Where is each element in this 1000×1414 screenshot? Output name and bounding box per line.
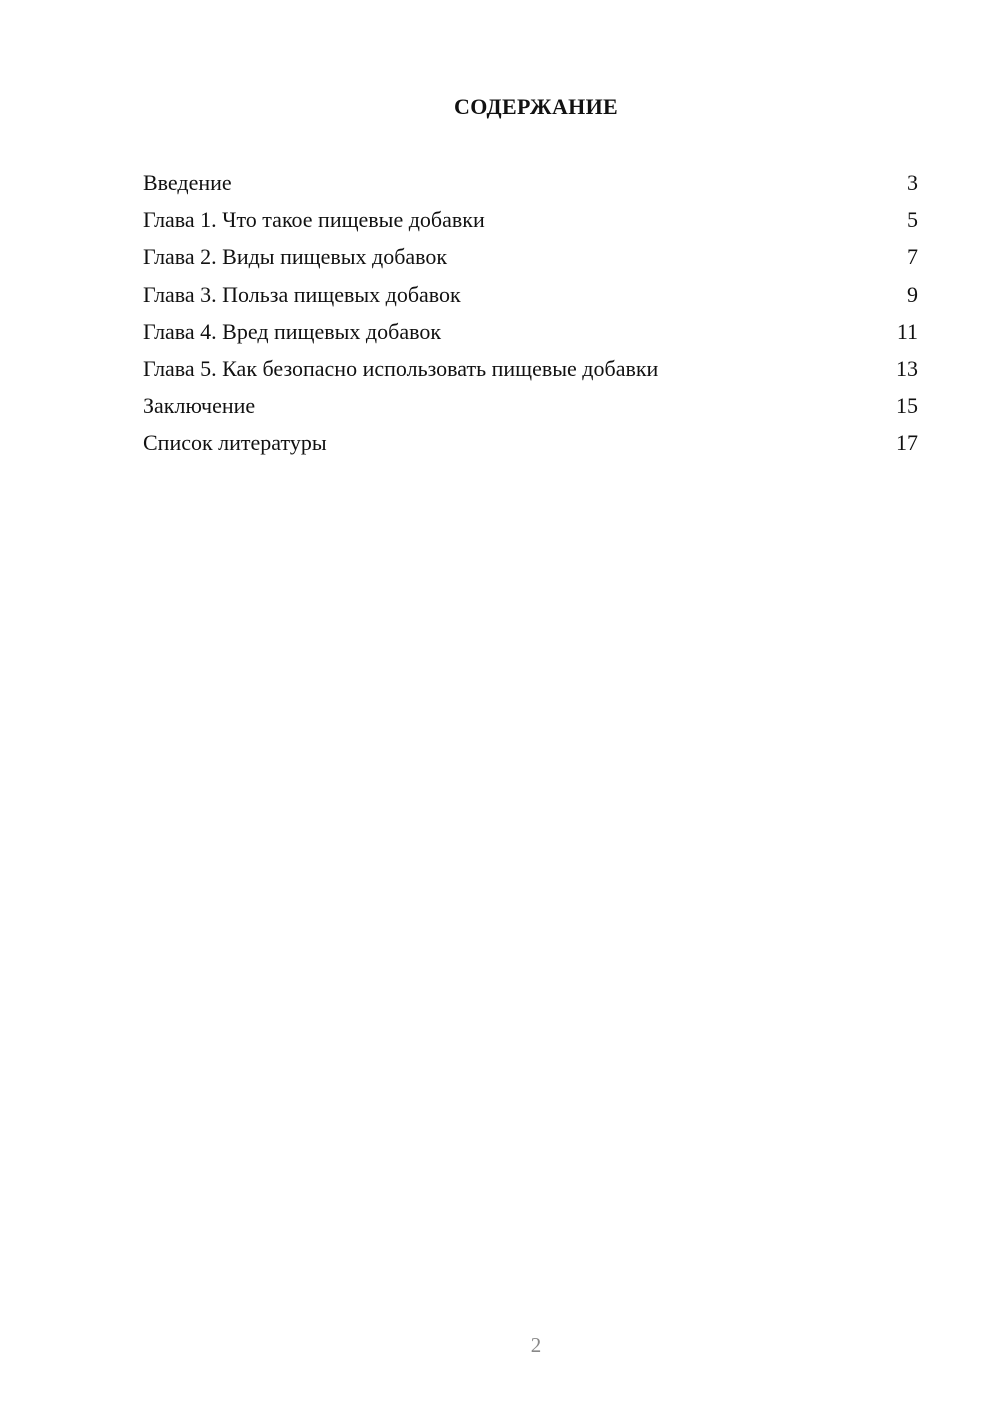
toc-entry-page: 5 — [907, 207, 918, 233]
toc-entry-label: Глава 4. Вред пищевых добавок — [143, 318, 442, 344]
toc-entry-label: Список литературы — [143, 430, 327, 456]
toc-entry-conclusion[interactable] — [143, 393, 918, 430]
toc-entry-chapter-3[interactable] — [143, 282, 918, 319]
table-of-contents — [143, 170, 918, 468]
toc-entry-page: 3 — [907, 170, 918, 195]
toc-entry-chapter-4[interactable] — [143, 319, 918, 356]
toc-entry-page: 7 — [907, 244, 918, 270]
toc-entry-label: Заключение — [143, 393, 256, 419]
toc-entry-page: 13 — [896, 355, 918, 381]
toc-entry-page: 17 — [896, 430, 918, 456]
toc-entry-chapter-1[interactable] — [143, 207, 918, 244]
toc-entry-label: Введение — [143, 170, 232, 195]
page-number: 2 — [530, 1333, 542, 1357]
toc-entry-page: 15 — [896, 393, 918, 419]
toc-entry-chapter-2[interactable] — [143, 244, 918, 281]
toc-entry-label: Глава 5. Как безопасно использовать пищевые добавки — [143, 355, 659, 381]
toc-entry-label: Глава 1. Что такое пищевые добавки — [143, 207, 485, 233]
page-title: СОДЕРЖАНИЕ — [454, 94, 618, 119]
toc-entry-chapter-5[interactable] — [143, 356, 918, 393]
toc-entry-label: Глава 3. Польза пищевых добавок — [143, 281, 461, 307]
toc-entry-label: Глава 2. Виды пищевых добавок — [143, 244, 448, 270]
toc-entry-introduction[interactable] — [143, 170, 918, 207]
toc-entry-references[interactable] — [143, 430, 918, 467]
toc-entry-page: 11 — [896, 318, 918, 344]
toc-entry-page: 9 — [907, 281, 918, 307]
